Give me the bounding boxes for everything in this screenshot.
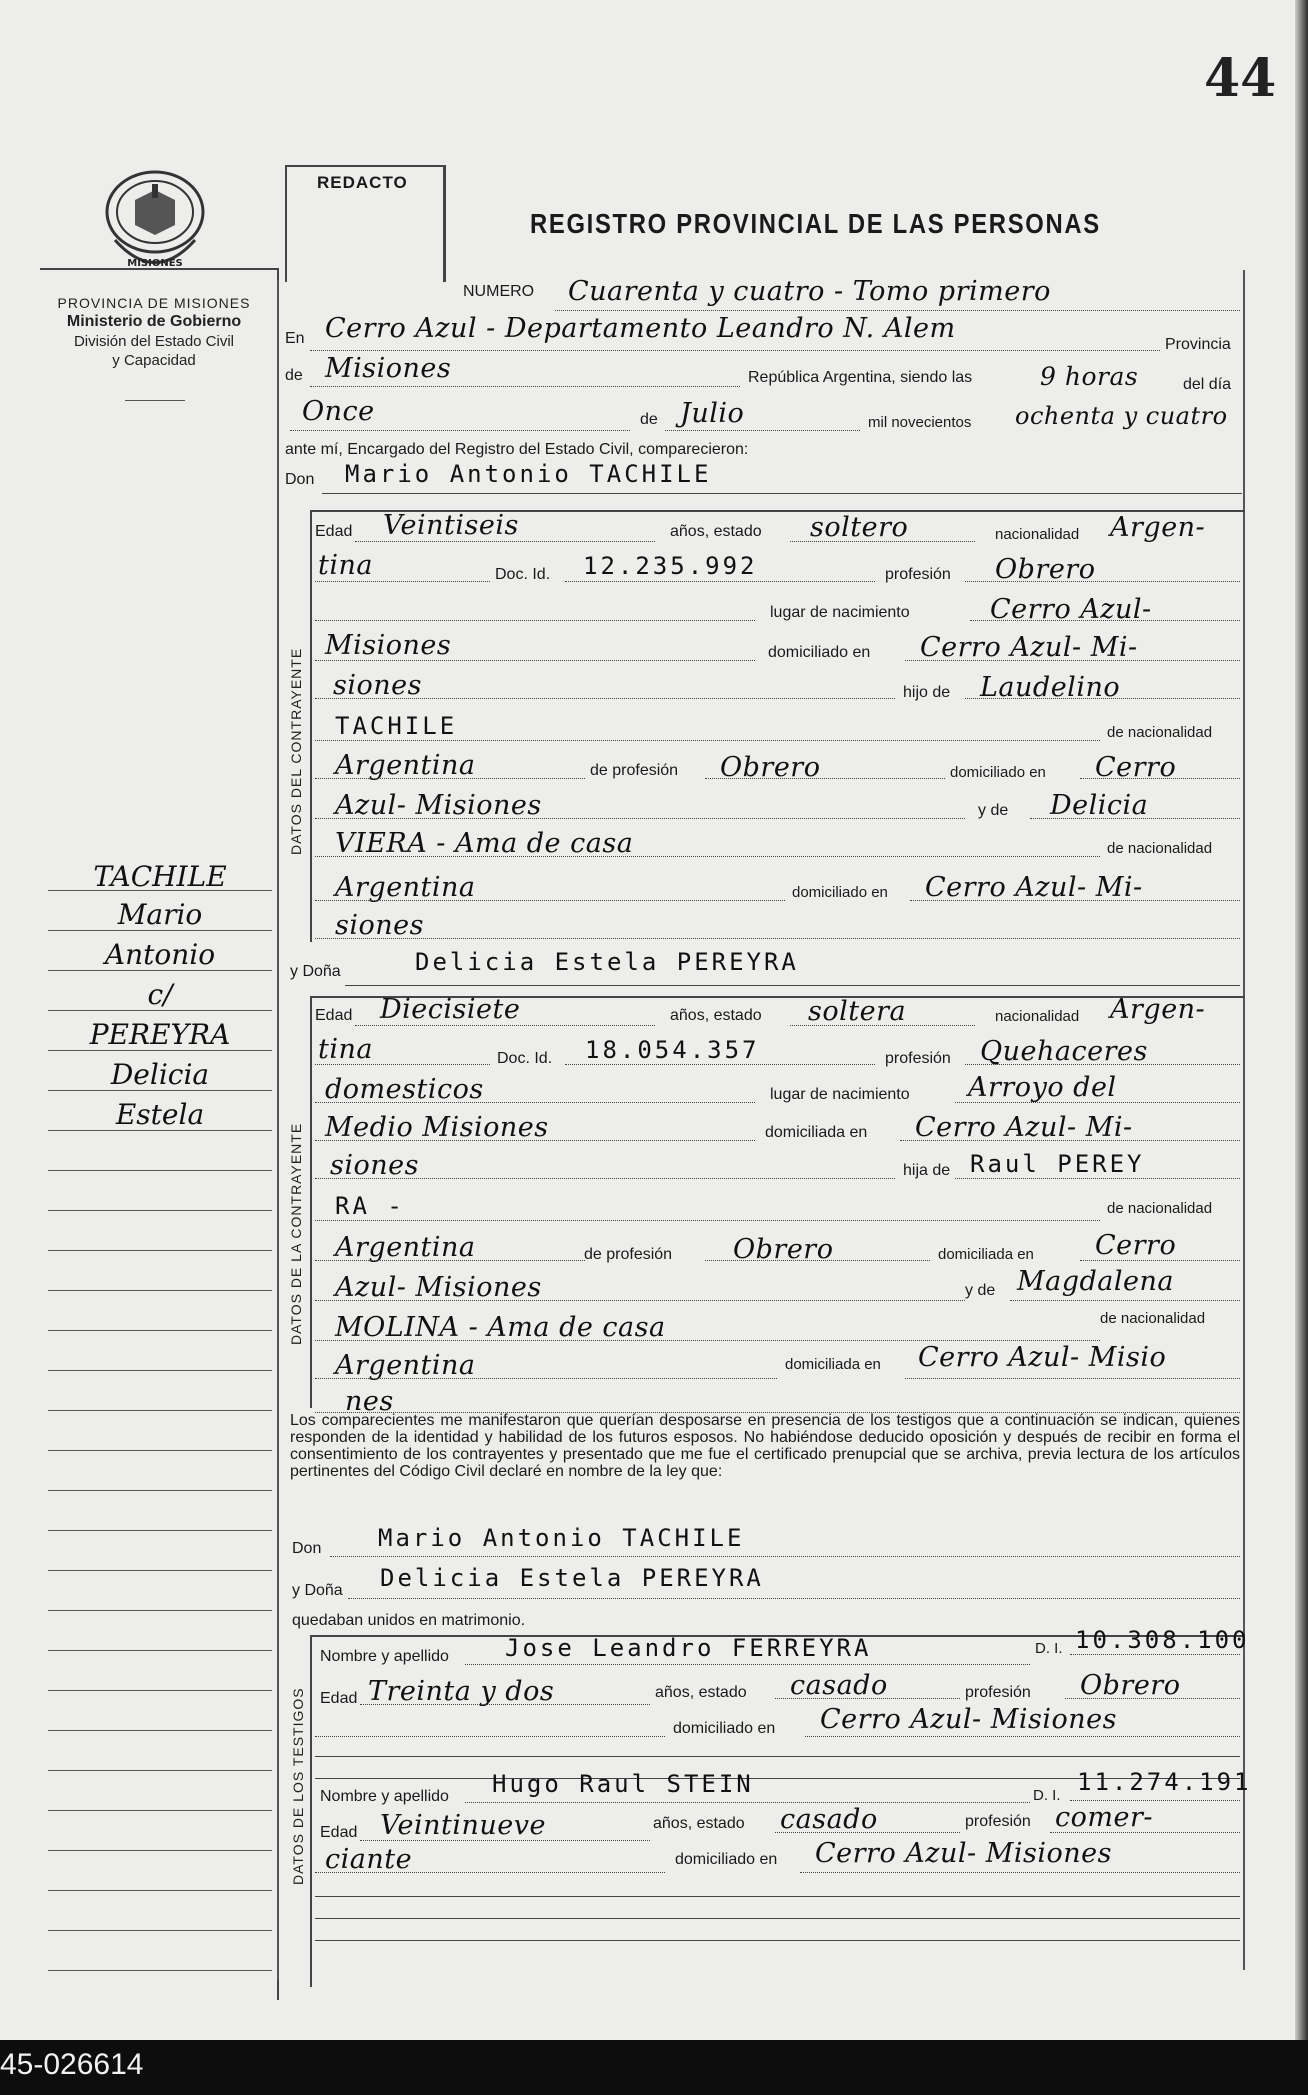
office-ministry: Ministerio de Gobierno xyxy=(66,313,242,330)
margin-rule xyxy=(48,890,272,891)
nacionalidad-label: nacionalidad xyxy=(995,1008,1080,1025)
don-value: Mario Antonio TACHILE xyxy=(345,460,712,488)
redacto-box xyxy=(285,165,446,282)
nacionalidad-value-cont: tina xyxy=(318,550,373,581)
margin-rule xyxy=(48,1290,272,1291)
margin-rule xyxy=(48,1210,272,1211)
anios-estado-label: años, estado xyxy=(670,1007,762,1024)
provincia-value: Misiones xyxy=(325,353,452,384)
office-division: División del Estado Civil xyxy=(73,333,235,350)
seal-text: MISIONES xyxy=(127,258,183,269)
margin-rule xyxy=(48,1250,272,1251)
madre-dom-value-cont: nes xyxy=(345,1386,394,1417)
madre-nac-label: de nacionalidad xyxy=(1107,840,1213,857)
t1-anios-estado-label: años, estado xyxy=(655,1684,747,1701)
t1-edad-value: Treinta y dos xyxy=(368,1676,555,1707)
margin-rule xyxy=(48,1450,272,1451)
margin-rule xyxy=(48,1170,272,1171)
lugar-value-cont: Misiones xyxy=(325,630,452,661)
t1-edad-label: Edad xyxy=(320,1690,358,1707)
nacionalidad-label: nacionalidad xyxy=(995,526,1080,543)
mes-value: Julio xyxy=(680,398,745,429)
de-mes-label: de xyxy=(640,411,658,428)
profesion-value-cont: domesticos xyxy=(325,1074,484,1105)
margin-rule xyxy=(48,1730,272,1731)
lugar-value-cont: Medio Misiones xyxy=(325,1112,549,1143)
margin-rule xyxy=(48,1490,272,1491)
anios-estado-label: años, estado xyxy=(670,523,762,540)
padre-dom-value: Cerro xyxy=(1095,1230,1177,1261)
margin-rule xyxy=(48,1850,272,1851)
contrayente-section-label: DATOS DEL CONTRAYENTE xyxy=(288,647,304,855)
lugar-label: lugar de nacimiento xyxy=(770,1086,910,1103)
margin-rule xyxy=(48,1410,272,1411)
padre-dom-value-cont: Azul- Misiones xyxy=(335,790,542,821)
en-label: En xyxy=(285,330,305,347)
padre-dom-value: Cerro xyxy=(1095,752,1177,783)
union-dona-label: y Doña xyxy=(292,1582,343,1599)
domicilio-value-cont: siones xyxy=(330,1150,419,1181)
union-closing: quedaban unidos en matrimonio. xyxy=(292,1612,526,1629)
nacionalidad-value: Argen- xyxy=(1110,512,1206,543)
madre-dom-value: Cerro Azul- Mi- xyxy=(925,872,1143,903)
margin-note-line: Delicia xyxy=(110,1058,210,1091)
estado-value: soltero xyxy=(810,512,909,543)
padre-value: Laudelino xyxy=(980,672,1121,703)
t2-profesion-value: comer- xyxy=(1055,1802,1153,1833)
lugar-value: Cerro Azul- xyxy=(990,594,1152,625)
t1-di-label: D. I. xyxy=(1035,1640,1063,1657)
margin-rule xyxy=(48,1090,272,1091)
provincia-label: Provincia xyxy=(1165,336,1231,353)
margin-rule xyxy=(48,930,272,931)
hija-label: hija de xyxy=(903,1162,951,1179)
t2-nombre-value: Hugo Raul STEIN xyxy=(492,1770,754,1798)
edad-value: Veintiseis xyxy=(383,510,519,541)
margin-rule xyxy=(48,1690,272,1691)
margin-divider xyxy=(277,280,280,1980)
madre-nac-value: Argentina xyxy=(335,872,476,903)
margin-rule xyxy=(48,1530,272,1531)
margin-rule xyxy=(48,1330,272,1331)
document-title: REGISTRO PROVINCIAL DE LAS PERSONAS xyxy=(530,208,1101,239)
y-de-label: y de xyxy=(978,802,1009,819)
republica-label: República Argentina, siendo las xyxy=(748,369,973,386)
t2-profesion-value-cont: ciante xyxy=(325,1844,413,1875)
hora-value: 9 horas xyxy=(1040,362,1139,391)
edad-label: Edad xyxy=(315,523,353,540)
anio-value: ochenta y cuatro xyxy=(1015,402,1228,430)
madre-nac-label: de nacionalidad xyxy=(1100,1310,1206,1327)
doc-value: 18.054.357 xyxy=(585,1036,760,1064)
edad-value: Diecisiete xyxy=(380,994,521,1025)
margin-column xyxy=(40,268,279,2000)
union-don-label: Don xyxy=(292,1540,322,1557)
t2-di-label: D. I. xyxy=(1033,1787,1061,1804)
footer-code: 45-026614 xyxy=(0,2048,144,2081)
testigos-section-label: DATOS DE LOS TESTIGOS xyxy=(290,1687,306,1885)
madre-value: Magdalena xyxy=(1017,1266,1175,1297)
margin-note-line: TACHILE xyxy=(93,860,227,893)
madre-nac-value: Argentina xyxy=(335,1350,476,1381)
domicilio-value: Cerro Azul- Mi- xyxy=(915,1112,1133,1143)
redacto-label: REDACTO xyxy=(317,173,408,192)
union-dona-value: Delicia Estela PEREYRA xyxy=(380,1564,764,1592)
margin-rule xyxy=(48,1650,272,1651)
domicilio-value-cont: siones xyxy=(333,670,422,701)
del-dia-label: del día xyxy=(1183,376,1232,393)
t1-nombre-value: Jose Leandro FERREYRA xyxy=(505,1634,872,1662)
estado-value: soltera xyxy=(808,996,907,1027)
padre-nac-label: de nacionalidad xyxy=(1107,724,1213,741)
padre-value-cont: TACHILE xyxy=(335,712,458,740)
madre-value-cont: VIERA - Ama de casa xyxy=(335,828,634,859)
madre-dom-label: domiciliado en xyxy=(792,884,888,901)
margin-note-line: Mario xyxy=(117,898,203,931)
margin-rule xyxy=(48,1890,272,1891)
t1-profesion-value: Obrero xyxy=(1080,1670,1181,1701)
padre-nac-value: Argentina xyxy=(335,750,476,781)
padre-value: Raul PEREY xyxy=(970,1150,1145,1178)
madre-dom-value-cont: siones xyxy=(335,910,424,941)
t2-nombre-label: Nombre y apellido xyxy=(320,1788,449,1805)
profesion-value: Obrero xyxy=(995,554,1096,585)
margin-note-line: Estela xyxy=(115,1098,205,1131)
margin-note-line: c/ xyxy=(147,978,173,1011)
profesion-value: Quehaceres xyxy=(980,1036,1148,1067)
t1-estado-value: casado xyxy=(790,1670,888,1701)
de-label: de xyxy=(285,367,303,384)
margin-rule xyxy=(48,1770,272,1771)
edad-label: Edad xyxy=(315,1007,353,1024)
t1-di-value: 10.308.100 xyxy=(1075,1626,1250,1654)
padre-nac-value: Argentina xyxy=(335,1232,476,1263)
de-profesion-label: de profesión xyxy=(584,1246,673,1263)
margin-rule xyxy=(48,1130,272,1131)
t1-profesion-label: profesión xyxy=(965,1684,1031,1701)
t2-domiciliado-label: domiciliado en xyxy=(675,1851,778,1868)
nacionalidad-value-cont: tina xyxy=(318,1034,373,1065)
t2-domicilio-value: Cerro Azul- Misiones xyxy=(815,1838,1112,1869)
footer-strip xyxy=(0,2040,1308,2095)
domicilio-value: Cerro Azul- Mi- xyxy=(920,632,1138,663)
office-capacity: y Capacidad xyxy=(112,352,196,369)
t1-domicilio-value: Cerro Azul- Misiones xyxy=(820,1704,1117,1735)
profesion-label: profesión xyxy=(885,1050,951,1067)
nacionalidad-value: Argen- xyxy=(1110,994,1206,1025)
don-label: Don xyxy=(285,471,315,488)
office-province: PROVINCIA DE MISIONES xyxy=(57,295,251,311)
declaration-paragraph: Los comparecientes me manifestaron que querían desposarse en presencia de los testigos que a continuación se indican, quienes responden de la identidad y habilidad de los futuros esposos. No habiéndose deducido oposición y después de recibir en forma el consentimiento de los contrayentes y presentado que me fue el certificado prenupcial que se archiva, previa lectura de los artículos pertinentes del Código Civil declaré en nombre de la ley que: xyxy=(290,1412,1240,1480)
numero-label: NUMERO xyxy=(463,283,535,300)
margin-rule xyxy=(48,1570,272,1571)
contrayente-f-section-label: DATOS DE LA CONTRAYENTE xyxy=(288,1122,304,1345)
margin-rule xyxy=(48,1010,272,1011)
padre-dom-value-cont: Azul- Misiones xyxy=(335,1272,542,1303)
page-number: 44 xyxy=(1204,48,1277,109)
mil-label: mil novecientos xyxy=(868,414,972,431)
domiciliada-label: domiciliada en xyxy=(765,1124,868,1141)
madre-dom-label: domiciliada en xyxy=(785,1356,881,1373)
margin-note-line: PEREYRA xyxy=(89,1018,231,1051)
margin-rule xyxy=(48,1810,272,1811)
padre-dom-label: domiciliado en xyxy=(950,764,1046,781)
margin-rule xyxy=(48,1970,272,1971)
t2-di-value: 11.274.191 xyxy=(1077,1768,1252,1796)
union-don-value: Mario Antonio TACHILE xyxy=(378,1524,745,1552)
page-edge xyxy=(1295,0,1308,2040)
madre-value-cont: MOLINA - Ama de casa xyxy=(335,1312,666,1343)
dona-value: Delicia Estela PEREYRA xyxy=(415,948,799,976)
margin-rule xyxy=(48,1610,272,1611)
t1-domiciliado-label: domiciliado en xyxy=(673,1720,776,1737)
dona-label: y Doña xyxy=(290,963,341,980)
y-de-label: y de xyxy=(965,1282,996,1299)
hijo-label: hijo de xyxy=(903,684,951,701)
t2-estado-value: casado xyxy=(780,1804,878,1835)
t2-anios-estado-label: años, estado xyxy=(653,1815,745,1832)
ante-mi-text: ante mí, Encargado del Registro del Estado Civil, comparecieron: xyxy=(285,441,749,458)
margin-rule xyxy=(48,1930,272,1931)
doc-label: Doc. Id. xyxy=(497,1050,553,1067)
doc-label: Doc. Id. xyxy=(495,566,551,583)
padre-prof-value: Obrero xyxy=(720,752,821,783)
t2-edad-value: Veintinueve xyxy=(380,1810,546,1841)
doc-value: 12.235.992 xyxy=(583,552,758,580)
padre-value-cont: RA - xyxy=(335,1192,405,1220)
lugar-label: lugar de nacimiento xyxy=(770,604,910,621)
padre-prof-value: Obrero xyxy=(733,1234,834,1265)
dia-value: Once xyxy=(302,396,375,427)
numero-value: Cuarenta y cuatro - Tomo primero xyxy=(568,276,1051,307)
de-profesion-label: de profesión xyxy=(590,762,679,779)
padre-nac-label: de nacionalidad xyxy=(1107,1200,1213,1217)
t2-profesion-label: profesión xyxy=(965,1813,1031,1830)
t2-edad-label: Edad xyxy=(320,1824,358,1841)
profesion-label: profesión xyxy=(885,566,951,583)
margin-note-line: Antonio xyxy=(104,938,216,971)
margin-rule xyxy=(48,1370,272,1371)
en-value: Cerro Azul - Departamento Leandro N. Alem xyxy=(325,313,956,344)
t1-nombre-label: Nombre y apellido xyxy=(320,1648,449,1665)
margin-rule xyxy=(48,970,272,971)
margin-rule xyxy=(48,1050,272,1051)
domiciliado-label: domiciliado en xyxy=(768,644,871,661)
padre-dom-label: domiciliada en xyxy=(938,1246,1034,1263)
madre-dom-value: Cerro Azul- Misio xyxy=(918,1342,1167,1373)
madre-value: Delicia xyxy=(1050,790,1149,821)
lugar-value: Arroyo del xyxy=(968,1072,1117,1103)
